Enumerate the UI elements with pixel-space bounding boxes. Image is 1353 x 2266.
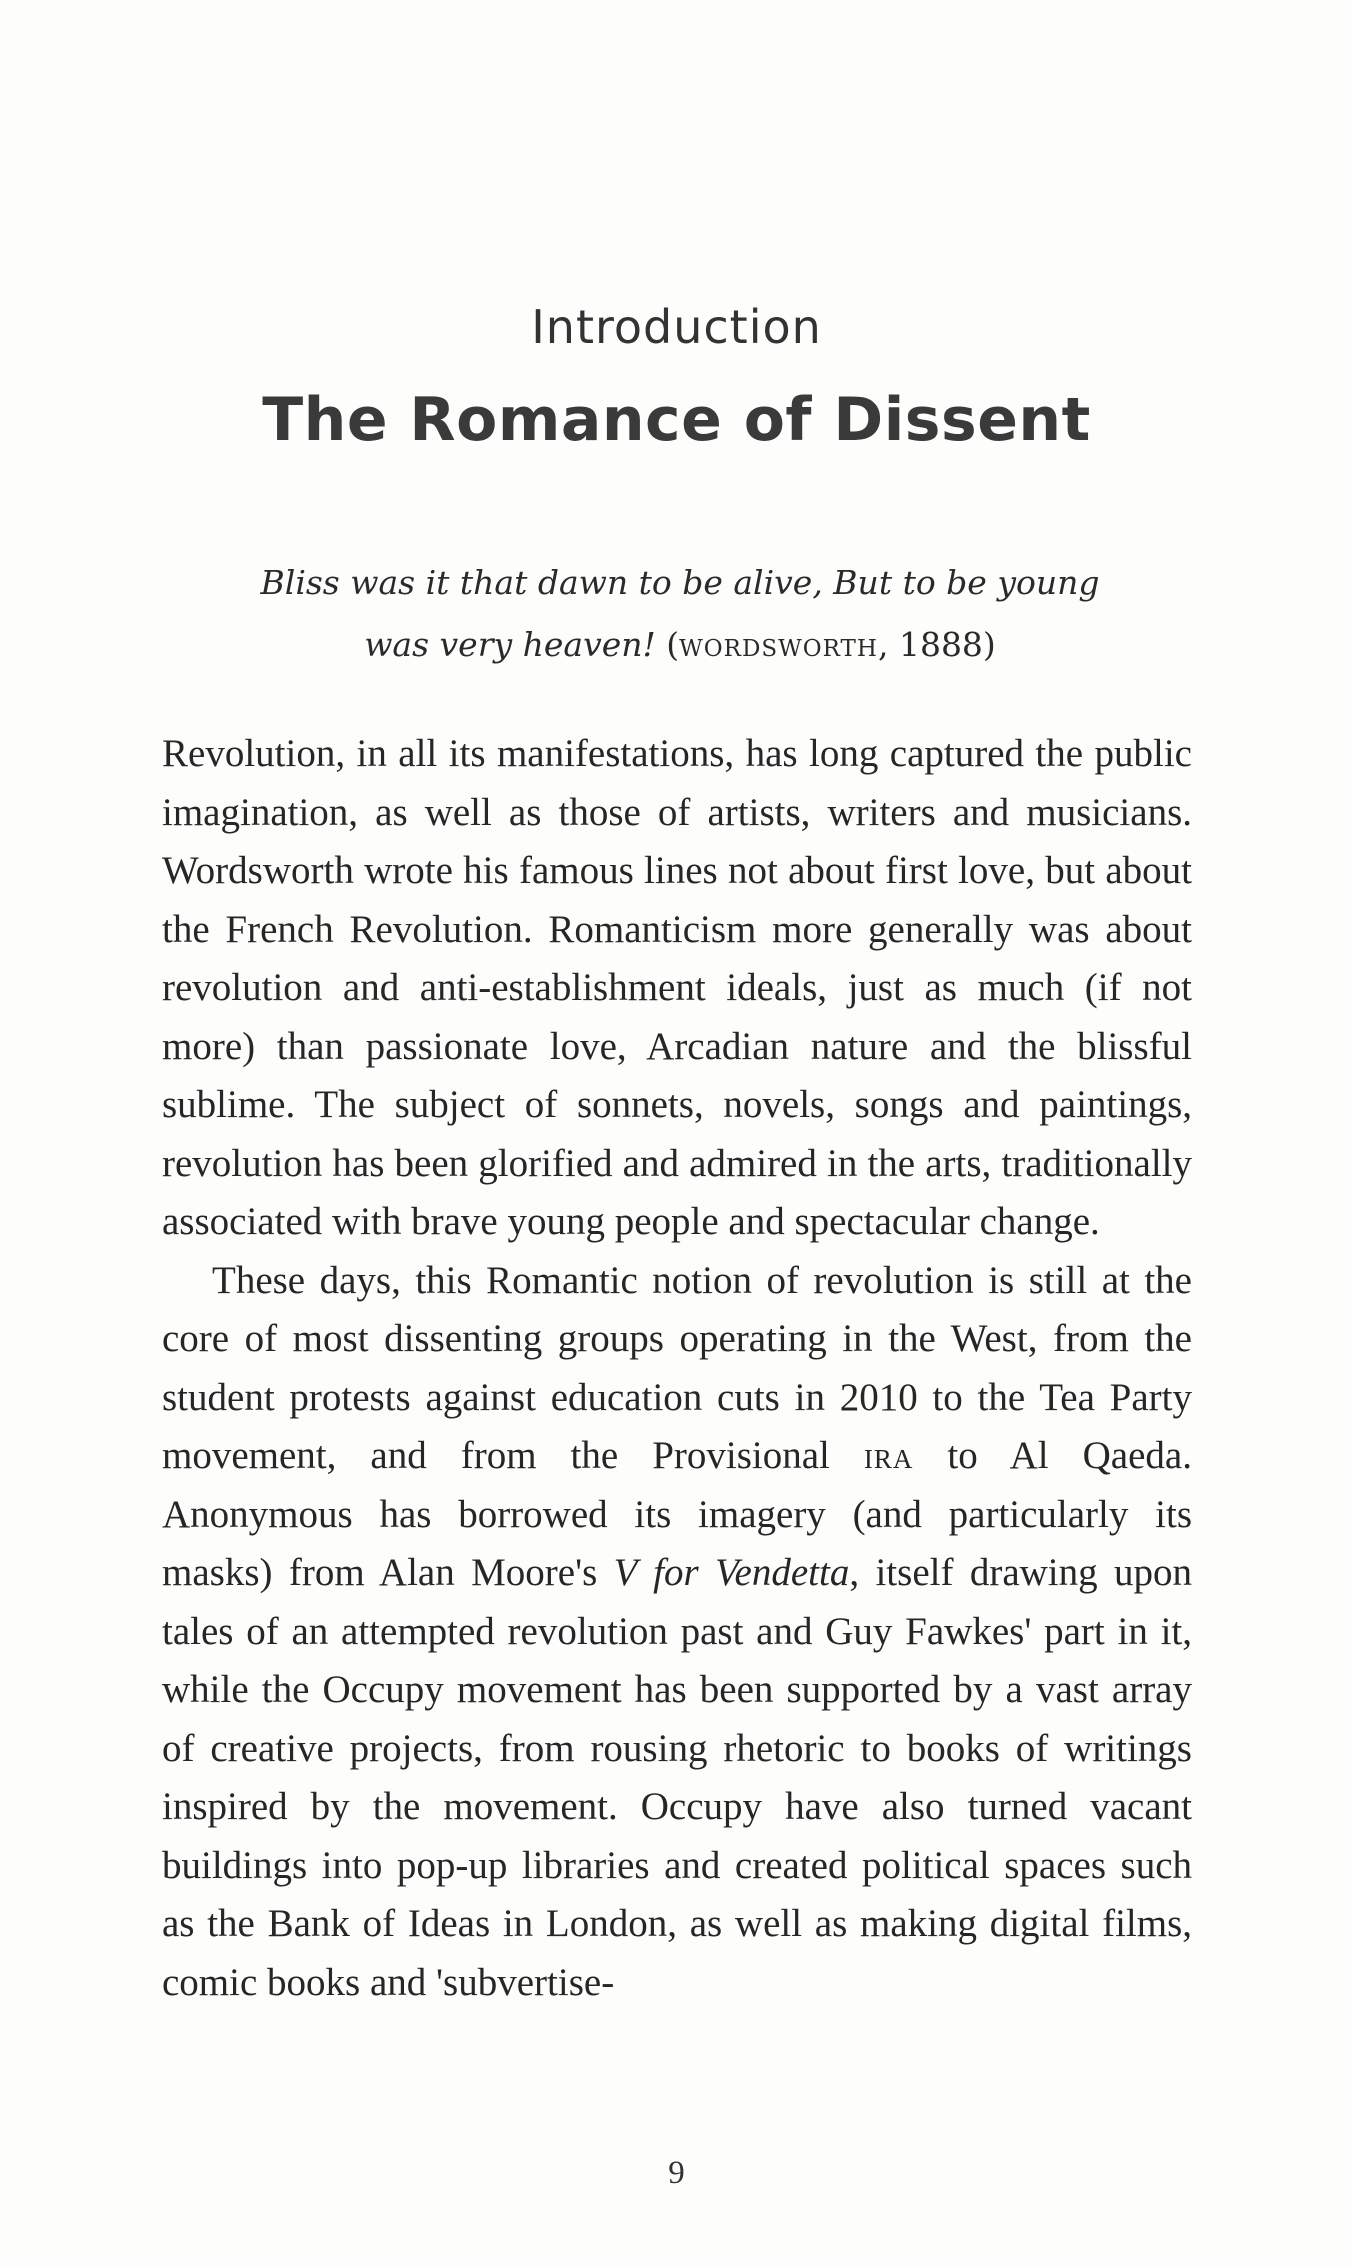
chapter-title: The Romance of Dissent [262,385,1091,455]
epigraph [240,552,1120,676]
epigraph-citation [666,625,996,664]
chapter-label: Introduction [531,300,822,354]
paragraph-2-part-2: to Al Qaeda. Anonymous has borrowed its imagery (and particularly its masks) from Alan Moore's [162,1434,1192,1594]
paragraph-1: Revolution, in all its manifestations, has long captured the public imagination, as well as those of artists, writers and musicians. Wordsworth wrote his famous lines not about first love, but about the French Revolution. Romanticism more generally was about revolution and anti-establishment ideals, just as much (if not more) than passionate love, Arcadian nature and the blissful sublime. The subject of sonnets, novels, songs and paintings, revolution has been glorified and admired in the arts, traditionally associated with brave young people and spectacular change. [162,732,1192,1243]
epigraph-author: wordsworth [679,625,878,664]
paragraph-2 [162,1252,1192,2013]
paragraph-2-part-1: These days, this Romantic notion of revolution is still at the core of most dissenting groups operating in the West, from the student protests against education cuts in 2010 to the Tea Party movement, and from the Provisional [162,1258,1192,1477]
citation-year: , 1888) [877,625,996,664]
epigraph-quote: Bliss was it that dawn to be alive, But to be young was very heaven! [260,563,1100,664]
ira-abbreviation: ira [863,1434,914,1477]
body-text [162,725,1192,2012]
page-number: 9 [668,2155,685,2191]
citation-open-paren: ( [666,625,680,664]
book-title-v-for-vendetta: V for Vendetta [613,1551,850,1594]
paragraph-2-part-3: , itself drawing upon tales of an attempted revolution past and Guy Fawkes' part in it, while the Occupy movement has been supported by a vast array of creative projects, from rousing rhetoric to books of writings inspired by the movement. Occupy have also turned vacant buildings into pop-up libraries and created political spaces such as the Bank of Ideas in London, as well as making digital films, comic books and 'subvertise- [162,1551,1193,2004]
